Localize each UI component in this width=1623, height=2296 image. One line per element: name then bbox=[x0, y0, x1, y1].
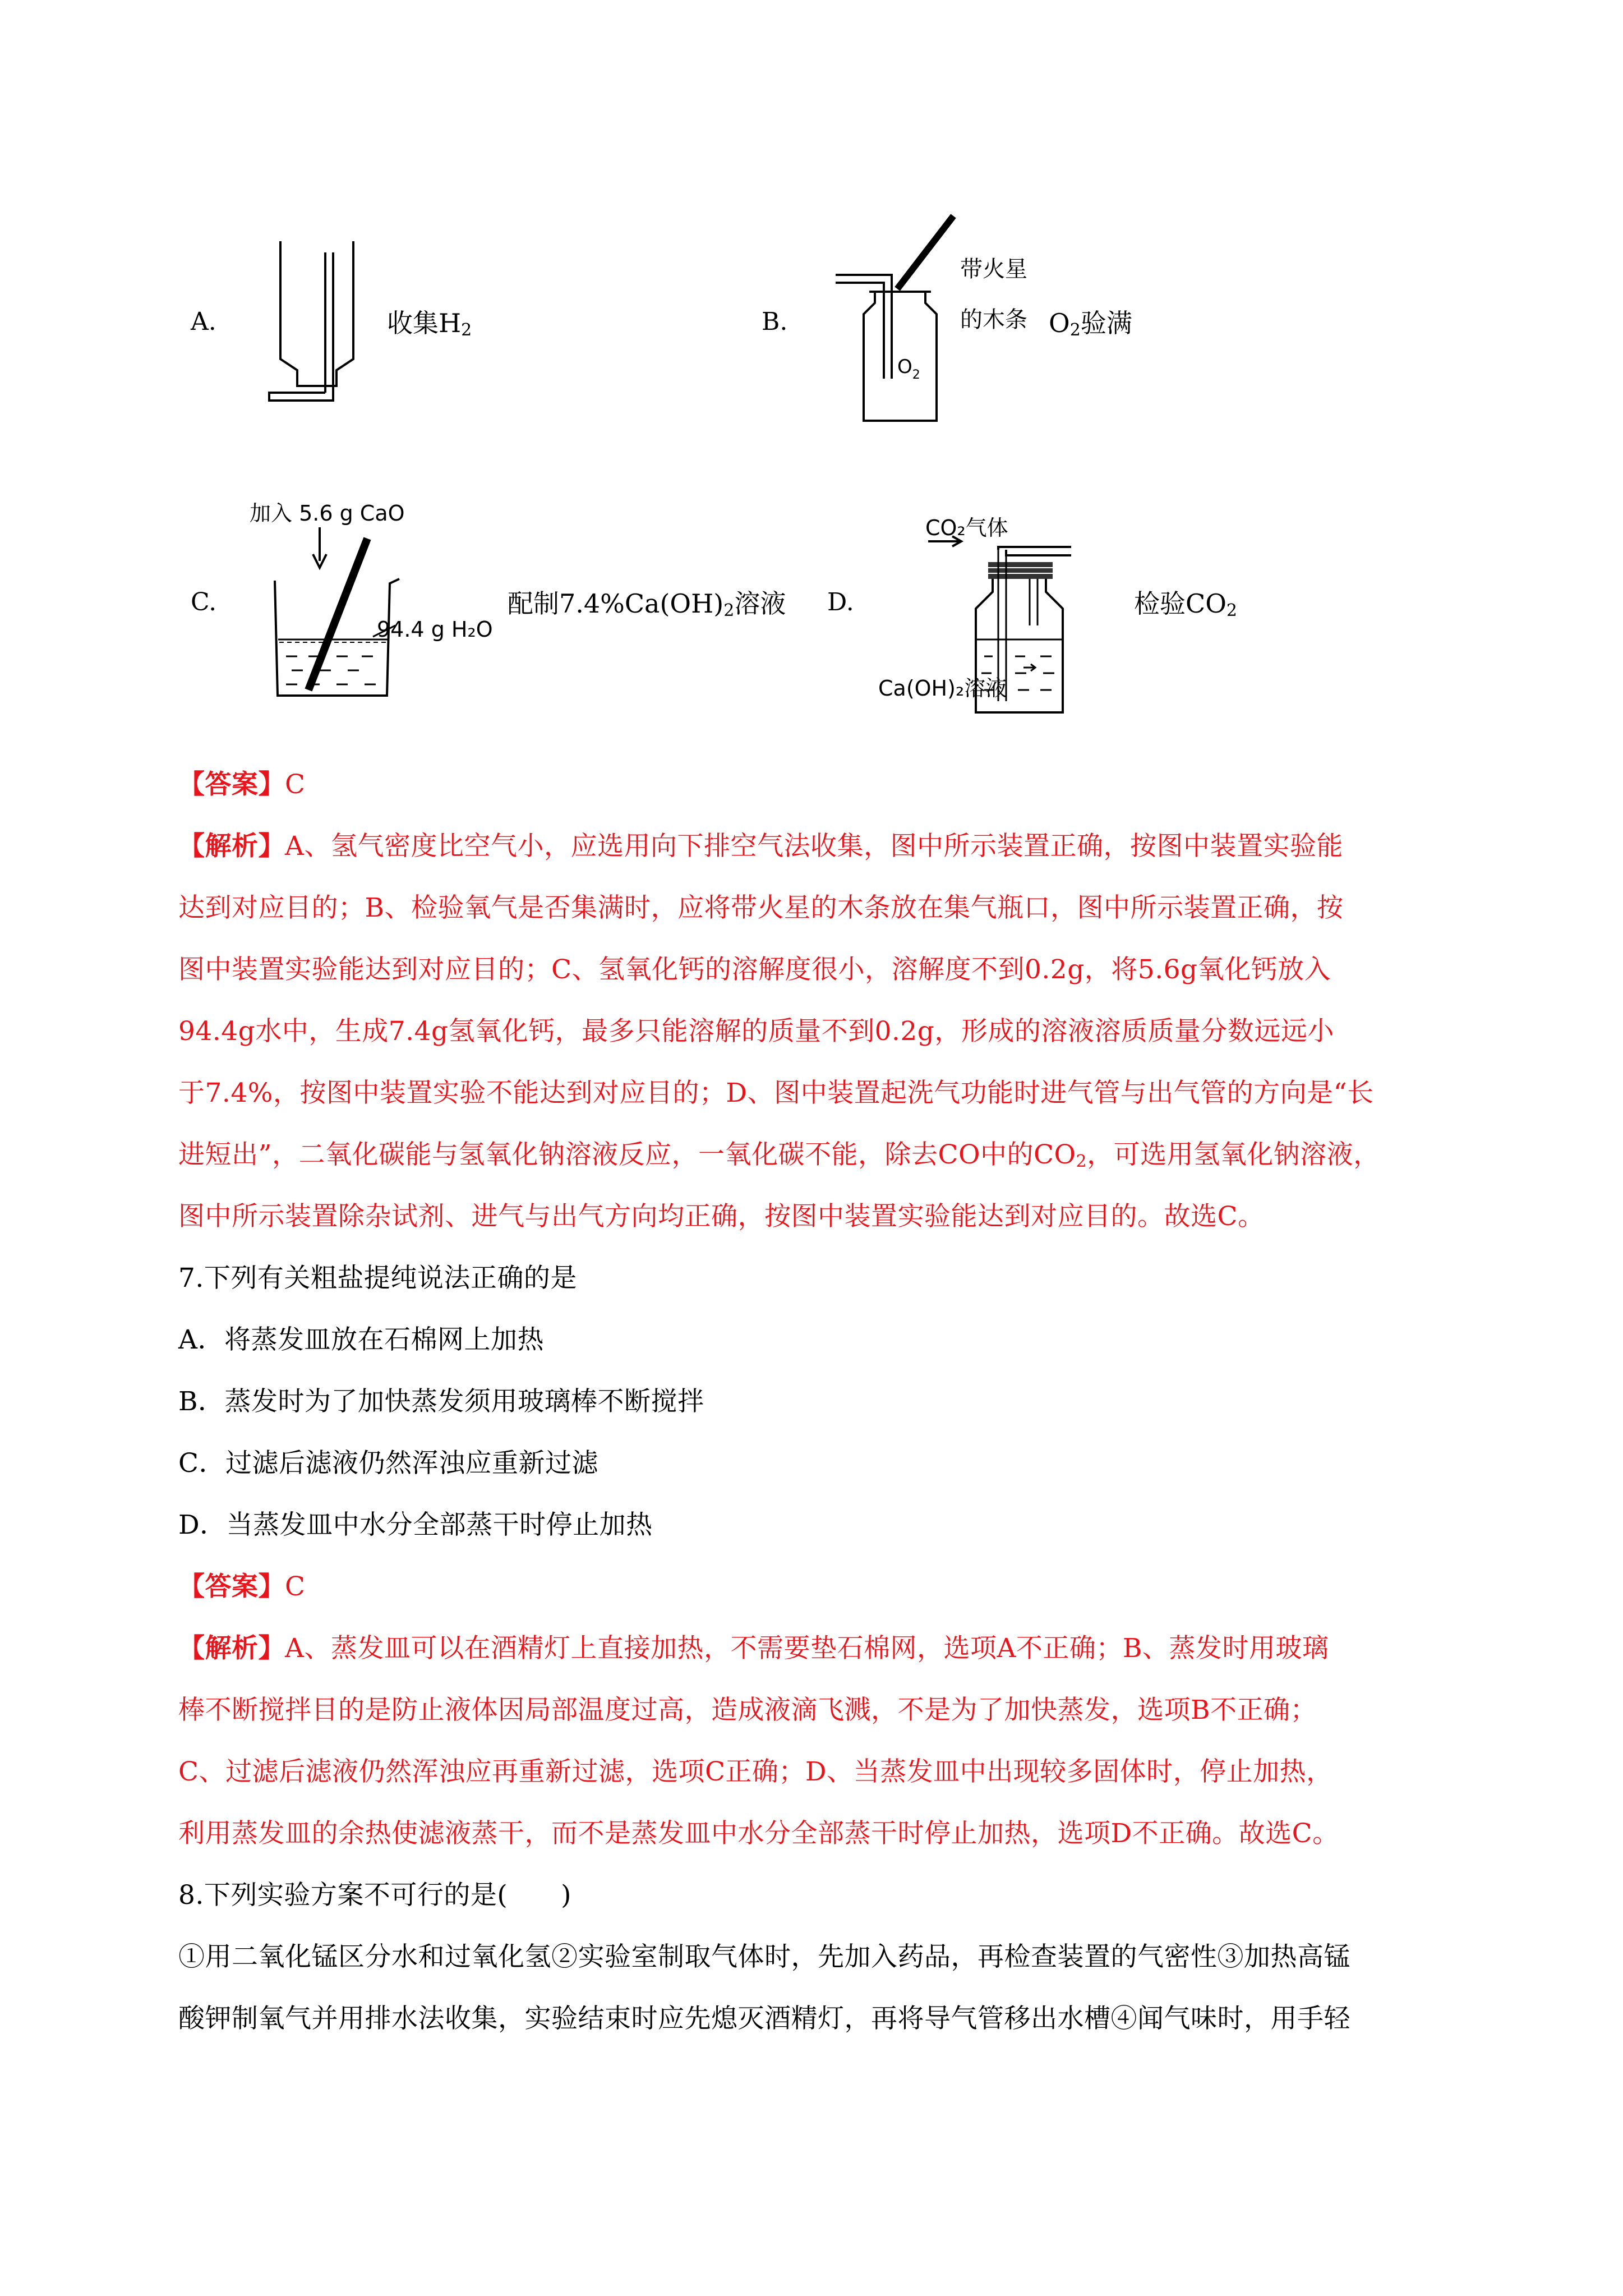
caoh2-solution-label: Ca(OH)₂溶液 bbox=[878, 676, 1007, 701]
option-d-caption: 检验$CO_2$ bbox=[1134, 588, 1238, 620]
q7-analysis-line: 利用蒸发皿的余热使滤液蒸干，而不是蒸发皿中水分全部蒸干时停止加热，选项D不正确。故选C。 bbox=[178, 1818, 1339, 1849]
q7-analysis-line: 棒不断搅拌目的是防止液体因局部温度过高，造成液滴飞溅，不是为了加快蒸发，选项B不正确； bbox=[178, 1695, 1317, 1726]
q7-option: C．过滤后滤液仍然浑浊应重新过滤 bbox=[178, 1448, 598, 1479]
water-label: 94.4 g H₂O bbox=[377, 617, 493, 642]
q8-stem: 8.下列实验方案不可行的是( ) bbox=[178, 1880, 572, 1911]
q6-analysis-line: 于7.4%，按图中装置实验不能达到对应目的；D、图中装置起洗气功能时进气管与出气管的方向是“长 bbox=[178, 1078, 1374, 1108]
q6-analysis-line: 【解析】A、氢气密度比空气小，应选用向下排空气法收集，图中所示装置正确，按图中装置实验能 bbox=[178, 831, 1343, 862]
question-text-body bbox=[178, 754, 1463, 2050]
option-a-letter: A. bbox=[191, 307, 216, 336]
q7-option: A．将蒸发皿放在石棉网上加热 bbox=[178, 1324, 544, 1355]
inverted-tube-collection-figure bbox=[258, 236, 370, 404]
q7-analysis-line: 【解析】A、蒸发皿可以在酒精灯上直接加热，不需要垫石棉网，选项A不正确；B、蒸发时用玻璃 bbox=[178, 1633, 1329, 1664]
q7-stem: 7.下列有关粗盐提纯说法正确的是 bbox=[178, 1263, 577, 1294]
splint-label-bottom: 的木条 bbox=[960, 307, 1027, 333]
option-b-caption: $O_2$验满 bbox=[1049, 308, 1132, 340]
option-b-letter: B. bbox=[762, 307, 788, 336]
add-cao-label: 加入 5.6 g CaO bbox=[250, 501, 405, 526]
q6-analysis-line: 图中所示装置除杂试剂、进气与出气方向均正确，按图中装置实验能达到对应目的。故选C。 bbox=[178, 1201, 1265, 1232]
q6-analysis-line: 94.4g水中，生成7.4g氢氧化钙，最多只能溶解的质量不到0.2g，形成的溶液溶质质量分数远远小 bbox=[178, 1016, 1334, 1047]
q8-line: ①用二氧化锰区分水和过氧化氢②实验室制取气体时，先加入药品，再检查装置的气密性③加热高锰 bbox=[178, 1941, 1350, 1972]
glowing-splint-test-figure bbox=[830, 213, 976, 426]
splint-label-top: 带火星 bbox=[960, 256, 1027, 282]
option-d-letter: D. bbox=[827, 588, 854, 616]
option-c-caption: 配制$7.4\%Ca(OH)_2$溶液 bbox=[508, 588, 786, 620]
option-c-letter: C. bbox=[191, 588, 217, 616]
co2-gas-label: CO₂气体 bbox=[925, 516, 1008, 540]
q7-option: B．蒸发时为了加快蒸发须用玻璃棒不断搅拌 bbox=[178, 1386, 704, 1417]
option-a-caption: 收集$H_2$ bbox=[387, 308, 472, 340]
q6-analysis-line: 达到对应目的；B、检验氧气是否集满时，应将带火星的木条放在集气瓶口，图中所示装置正确，按 bbox=[178, 892, 1344, 923]
q6-analysis-line: 图中装置实验能达到对应目的；C、氢氧化钙的溶解度很小，溶解度不到0.2g，将5.6g氧化钙放入 bbox=[178, 954, 1331, 985]
q6-answer-line: 【答案】C bbox=[178, 769, 306, 800]
q8-line: 酸钾制氧气并用排水法收集，实验结束时应先熄灭酒精灯，再将导气管移出水槽④闻气味时，用手轻 bbox=[178, 2003, 1350, 2034]
q7-answer-line: 【答案】C bbox=[178, 1571, 306, 1602]
q6-analysis-line: 进短出”，二氧化碳能与氢氧化钠溶液反应，一氧化碳不能，除去CO中的$CO_2$，可选用氢氧化钠溶液， bbox=[178, 1139, 1380, 1171]
q7-option: D．当蒸发皿中水分全部蒸干时停止加热 bbox=[178, 1510, 653, 1540]
q7-analysis-line: C、过滤后滤液仍然浑浊应再重新过滤，选项C正确；D、当蒸发皿中出现较多固体时，停止加热， bbox=[178, 1756, 1333, 1787]
bottle-gas-label: $O_2$ bbox=[897, 356, 920, 382]
